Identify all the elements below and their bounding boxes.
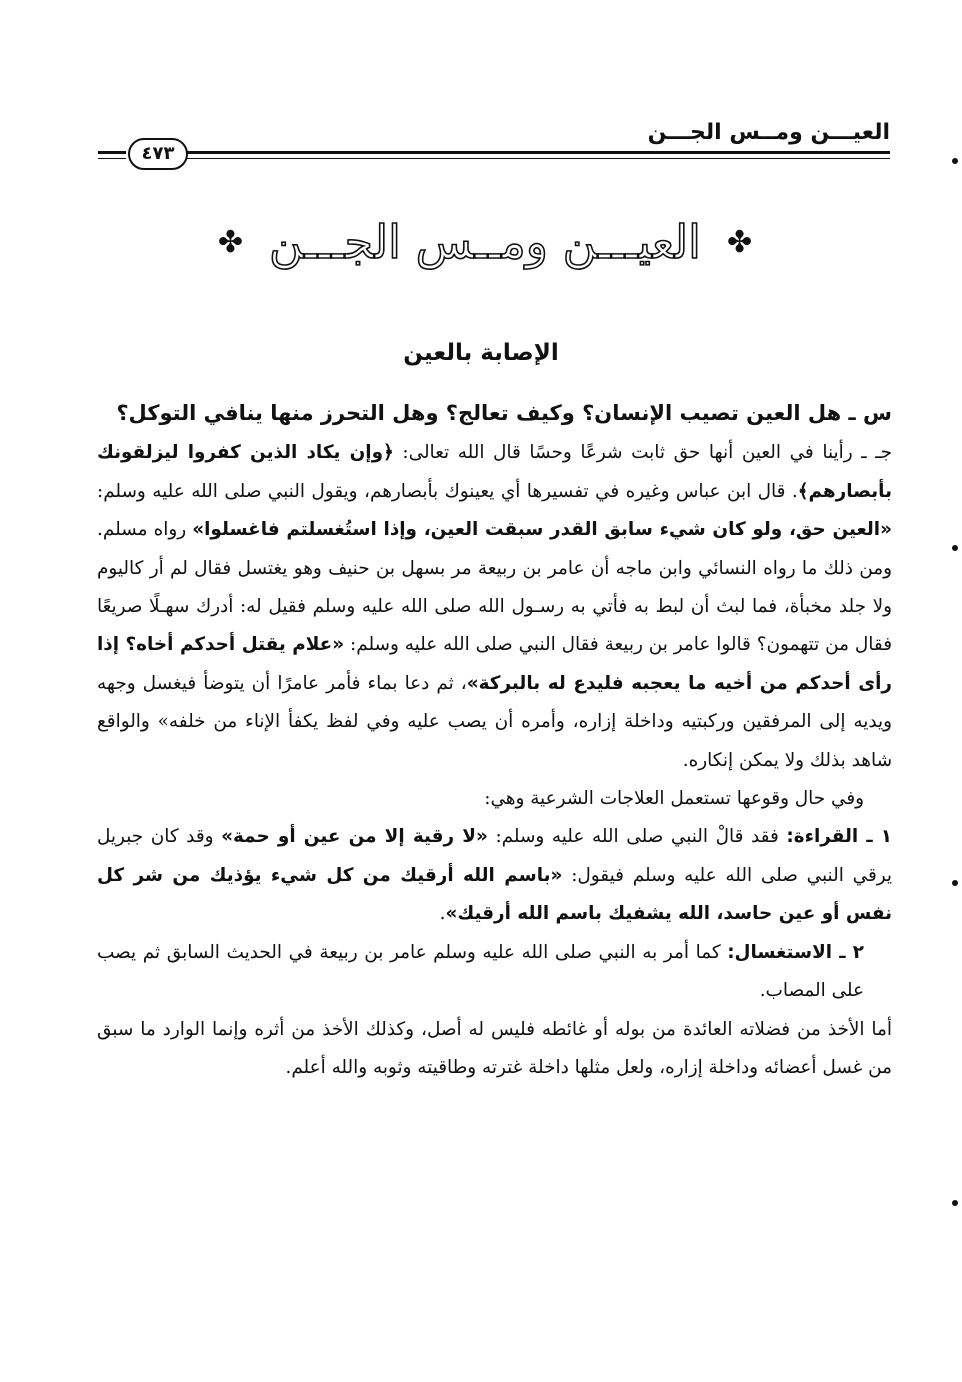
body-text xyxy=(97,394,892,1087)
margin-dot xyxy=(952,545,958,551)
chapter-banner xyxy=(217,210,753,274)
quran-verse: ﴿وإن يكاد الذين كفروا ليزلقونك بأبصارهم﴾ xyxy=(97,442,892,502)
closing-paragraph: أما الأخذ من فضلاته العائدة من بوله أو غائطه فليس له أصل، وكذلك الأخذ من أثره وإنما الوارد ما سبق من غسل أعضائه وداخلة إزاره، ولعل مثلها داخلة غترته وطاقيته وثوبه والله أعلم. xyxy=(97,1018,892,1078)
ornament-right-icon: ✤ xyxy=(726,224,753,260)
hadith-2: «علام يقتل أحدكم أخاه؟ إذا رأى أحدكم من أخيه ما يعجبه فليدع له بالبركة» xyxy=(97,634,893,694)
ornament-left-icon: ✤ xyxy=(217,224,244,260)
treatment-1-text-b: وقد كان جبريل يرقي النبي صلى الله عليه وسلم فيقول: xyxy=(97,826,892,886)
margin-dot xyxy=(952,158,958,164)
treatment-1-paragraph xyxy=(97,818,892,933)
treatment-1-hadith-a: «لا رقية إلا من عين أو حمة» xyxy=(221,826,488,848)
header-rule xyxy=(186,151,890,159)
treatment-1-hadith-b: «باسم الله أرقيك من كل شيء يؤذيك من شر كل نفس أو عين حاسد، الله يشفيك باسم الله أرقيك» xyxy=(97,864,892,925)
treatments-intro: وفي حال وقوعها تستعمل العلاجات الشرعية وهي: xyxy=(484,788,864,810)
answer-paragraph xyxy=(97,434,892,780)
story-text: رواه مسلم. ومن ذلك ما رواه النسائي وابن ماجه أن عامر بن ربيعة مر بسهل بن حنيف وهو يغتسل فقال لم أر كاليوم ولا جلد مخبأة، فما لبث أن لبط به فأتي به رسـول الله صلى الله عليه وسلم فقيل له: أدرك سهـلًا صريعًا فقال من تتهمون؟ قالوا عامر بن ربيعة فقال النبي صلى الله عليه وسلم: xyxy=(97,519,892,656)
question-paragraph xyxy=(97,394,892,434)
story-conclusion: ، ثم دعا بماء فأمر عامرًا أن يتوضأ فيغسل وجهه ويديه إلى المرفقين وركبتيه وداخلة إزاره، وأمره أن يصب عليه وفي لفظ يكفأ الإناء من خلفه» والواقع شاهد بذلك ولا يمكن إنكاره. xyxy=(97,672,892,771)
margin-dot xyxy=(952,880,958,886)
page-number: ٤٧٣ xyxy=(128,138,188,170)
treatment-2-paragraph xyxy=(97,934,892,1011)
page-header xyxy=(98,118,890,166)
running-title: العيـــن ومــس الجـــن xyxy=(647,120,890,145)
question: س ـ هل العين تصيب الإنسان؟ وكيف تعالج؟ وهل التحرز منها ينافي التوكل؟ xyxy=(116,401,892,425)
header-rule-end xyxy=(98,151,126,159)
margin-dot xyxy=(952,1200,958,1206)
answer-intro: جـ ـ رأينا في العين أنها حق ثابت شرعًا وحسًا قال الله تعالى: xyxy=(393,442,892,464)
chapter-title: العيـــن ومــس الجـــن xyxy=(269,215,701,269)
hadith-1: «العين حق، ولو كان شيء سابق القدر سبقت العين، وإذا استُغسلتم فاغسلوا» xyxy=(192,519,892,541)
treatment-1-end: . xyxy=(439,903,446,925)
section-title: الإصابة بالعين xyxy=(403,340,559,366)
treatment-2-label: ٢ ـ الاستغسال: xyxy=(727,941,864,963)
treatment-1-label: ١ ـ القراءة: xyxy=(786,826,893,848)
treatment-1-text-a: فقد قالْ النبي صلى الله عليه وسلم: xyxy=(487,826,787,848)
treatment-2-text: كما أمر به النبي صلى الله عليه وسلم عامر بن ربيعة في الحديث السابق ثم يصب على المصاب. xyxy=(97,941,864,1002)
tafsir-text: . قال ابن عباس وغيره في تفسيرها أي يعينوك بأبصارهم، ويقول النبي صلى الله عليه وسلم: xyxy=(97,480,798,502)
